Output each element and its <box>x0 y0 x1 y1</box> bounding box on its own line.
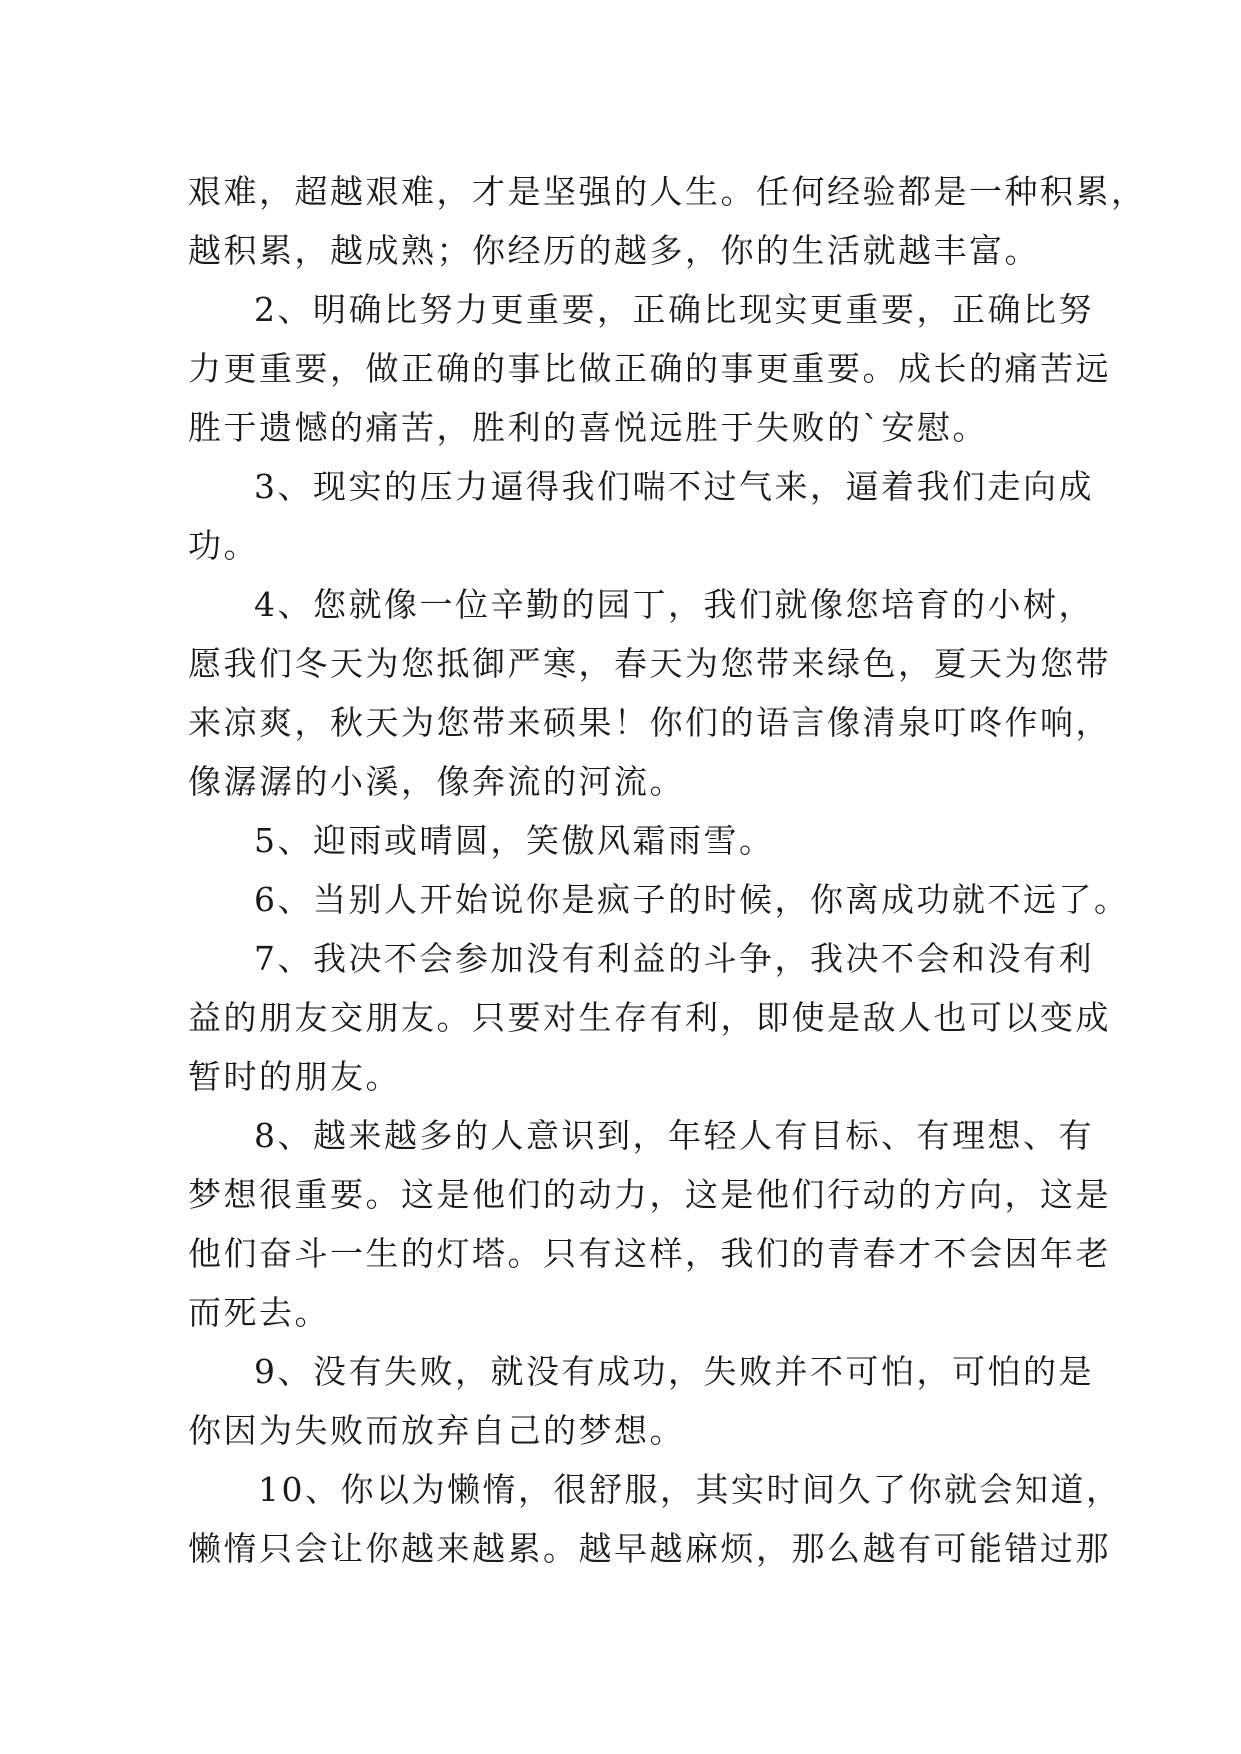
text-line: 力更重要，做正确的事比做正确的事更重要。成长的痛苦远 <box>188 349 1111 388</box>
paragraph-3-line: 3、现实的压力逼得我们喘不过气来，逼着我们走向成 <box>254 467 1094 506</box>
text-line: 暂时的朋友。 <box>188 1057 401 1096</box>
paragraph-6-line: 6、当别人开始说你是疯子的时候，你离成功就不远了。 <box>254 880 1130 919</box>
text-line: 来凉爽，秋天为您带来硕果！你们的语言像清泉叮咚作响， <box>188 703 1111 742</box>
text-line: 艰难，超越艰难，才是坚强的人生。任何经验都是一种积累， <box>188 172 1147 211</box>
document-body <box>188 162 1147 1578</box>
paragraph-2-line: 2、明确比努力更重要，正确比现实更重要，正确比努 <box>254 290 1094 329</box>
paragraph-5-line: 5、迎雨或晴圆，笑傲风霜雨雪。 <box>254 821 775 860</box>
paragraph-9-line: 9、没有失败，就没有成功，失败并不可怕，可怕的是 <box>254 1352 1094 1391</box>
paragraph-8-line: 8、越来越多的人意识到，年轻人有目标、有理想、有 <box>254 1116 1094 1155</box>
text-line: 而死去。 <box>188 1293 330 1332</box>
text-line: 他们奋斗一生的灯塔。只有这样，我们的青春才不会因年老 <box>188 1234 1111 1273</box>
paragraph-10-line: 10、你以为懒惰，很舒服，其实时间久了你就会知道， <box>258 1470 1122 1509</box>
text-line: 像潺潺的小溪，像奔流的河流。 <box>188 762 685 801</box>
text-line: 梦想很重要。这是他们的动力，这是他们行动的方向，这是 <box>188 1175 1111 1214</box>
text-line: 功。 <box>188 526 259 565</box>
paragraph-4-line: 4、您就像一位辛勤的园丁，我们就像您培育的小树， <box>254 585 1094 624</box>
text-line: 胜于遗憾的痛苦，胜利的喜悦远胜于失败的`安慰。 <box>188 408 988 447</box>
text-line: 愿我们冬天为您抵御严寒，春天为您带来绿色，夏天为您带 <box>188 644 1111 683</box>
text-line: 你因为失败而放弃自己的梦想。 <box>188 1411 685 1450</box>
text-line: 越积累，越成熟；你经历的越多，你的生活就越丰富。 <box>188 231 1040 270</box>
paragraph-7-line: 7、我决不会参加没有利益的斗争，我决不会和没有利 <box>254 939 1094 978</box>
text-line: 益的朋友交朋友。只要对生存有利，即使是敌人也可以变成 <box>188 998 1111 1037</box>
text-line: 懒惰只会让你越来越累。越早越麻烦，那么越有可能错过那 <box>188 1529 1111 1568</box>
